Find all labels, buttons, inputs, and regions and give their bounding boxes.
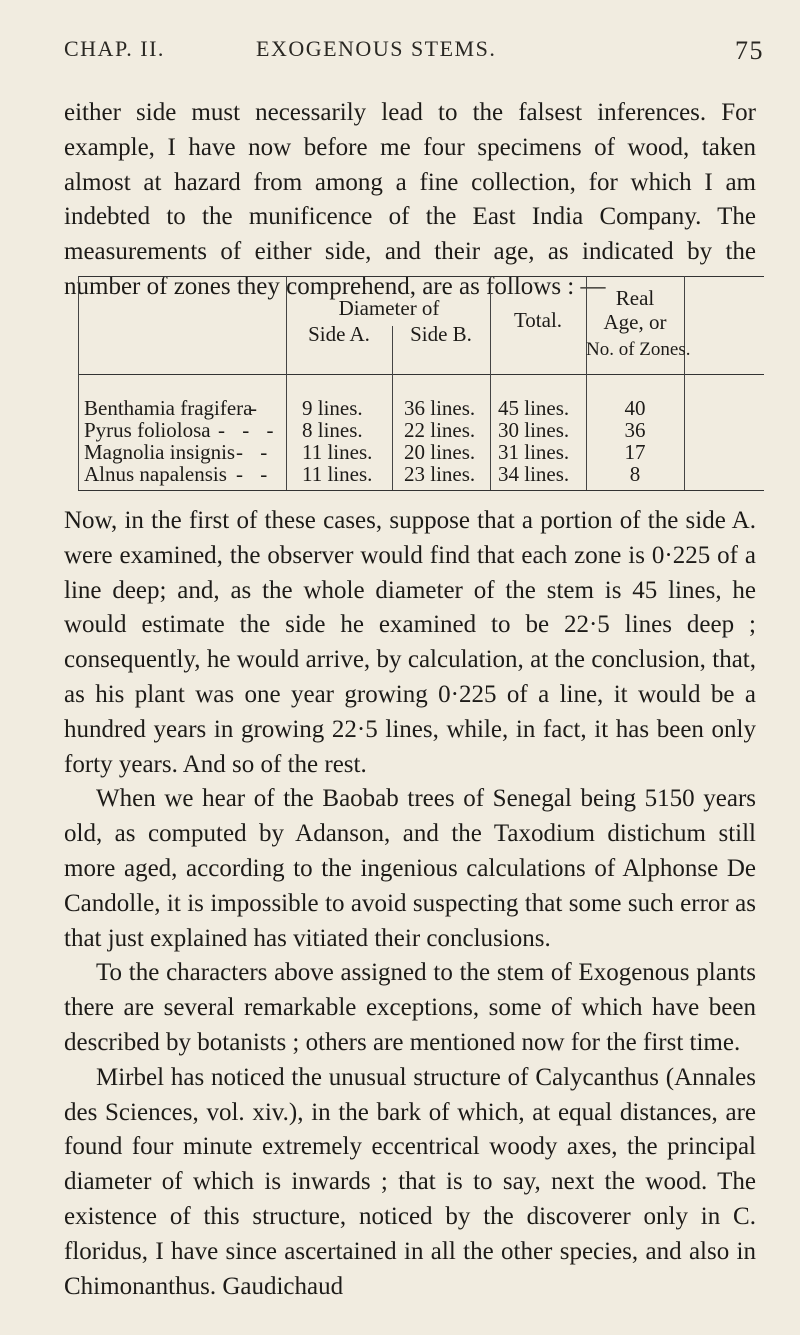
paragraph-1: Now, in the first of these cases, suppose that a portion of the side A. were examined, the observer would find that each zone is 0·225 of a line deep; and, as the whole diameter of the stem is 45 lines, he would estimate the side he examined to be 22·5 lines deep ; consequently, he would arrive, by calculation, at the conclusion, that, as his plant was one year growing 0·225 of a line, it would be a hundred years in growing 22·5 lines, while, in fact, it has been only forty years. And so of the rest. (64, 507, 756, 778)
age-value: 36 (624, 418, 646, 442)
age-value: 40 (624, 396, 646, 420)
leader-dash: - - - (218, 418, 280, 442)
age-value: 17 (624, 440, 646, 464)
intro-paragraph (64, 96, 756, 305)
running-header (64, 36, 764, 70)
side-b-value: 36 lines. (404, 396, 476, 420)
table-left-border (78, 276, 79, 490)
body-text (64, 504, 756, 1304)
page-number: 75 (735, 36, 764, 65)
header-real: Real (615, 286, 655, 310)
species-name: Pyrus foliolosa (84, 418, 211, 442)
header-total: Total. (513, 308, 563, 332)
leader-dash: - - (236, 440, 274, 464)
leader-dash: - - (236, 462, 274, 486)
intro-text: either side must necessarily lead to the falsest inferences. For example, I have now before me four specimens of wood, taken almost at hazard from among a fine collection, for which I am indebted to the munificence of the East India Company. The measurements of either side, and their age, as indicated by the number of zones they comprehend, are as follows : — (64, 99, 756, 300)
paragraph-4: Mirbel has noticed the unusual structure of Calycanthus (Annales des Sciences, vol. xiv.), in the bark of which, at equal distances, are found four minute extremely eccentrical woody axes, the principal diameter of which is inwards ; that is to say, next the wood. The existence of this structure, noticed by the discoverer only in C. floridus, I have since ascertained in all the other species, and also in Chimonanthus. Gaudichaud (64, 1063, 756, 1300)
side-a-value: 11 lines. (302, 440, 373, 464)
paragraph-2: When we hear of the Baobab trees of Senegal being 5150 years old, as computed by Adanson, and the Taxodium distichum still more aged, according to the ingenious calculations of Alphonse De Candolle, it is impossible to avoid suspecting that some such error as that just explained has vitiated their conclusions. (64, 785, 756, 952)
side-a-value: 11 lines. (302, 462, 373, 486)
species-name: Magnolia insignis (84, 440, 236, 464)
side-b-value: 20 lines. (404, 440, 476, 464)
header-side-a: Side A. (308, 322, 370, 346)
age-value: 8 (629, 462, 641, 486)
leader-dash: - (250, 396, 263, 420)
table-bottom-rule (78, 490, 764, 491)
side-a-value: 9 lines. (302, 396, 363, 420)
running-title: EXOGENOUS STEMS. (256, 36, 497, 61)
header-zones: No. of Zones. (586, 339, 691, 360)
side-b-value: 23 lines. (404, 462, 476, 486)
total-value: 30 lines. (498, 418, 570, 442)
measurements-table (78, 276, 764, 492)
total-value: 45 lines. (498, 396, 570, 420)
species-name: Alnus napalensis (84, 462, 227, 486)
paragraph-3: To the characters above assigned to the stem of Exogenous plants there are several remarkable exceptions, some of which have been described by botanists ; others are mentioned now for the first time. (64, 959, 756, 1056)
table-top-rule (78, 276, 764, 277)
side-a-value: 8 lines. (302, 418, 363, 442)
header-age-or: Age, or (603, 310, 667, 334)
column-divider (392, 326, 393, 490)
side-b-value: 22 lines. (404, 418, 476, 442)
header-diameter: Diameter of (338, 296, 440, 320)
header-side-b: Side B. (410, 322, 472, 346)
column-divider (684, 276, 685, 490)
species-name: Benthamia fragifera (84, 396, 253, 420)
chapter-label: CHAP. II. (64, 36, 165, 61)
table-header-rule (78, 374, 764, 375)
total-value: 34 lines. (498, 462, 570, 486)
total-value: 31 lines. (498, 440, 570, 464)
